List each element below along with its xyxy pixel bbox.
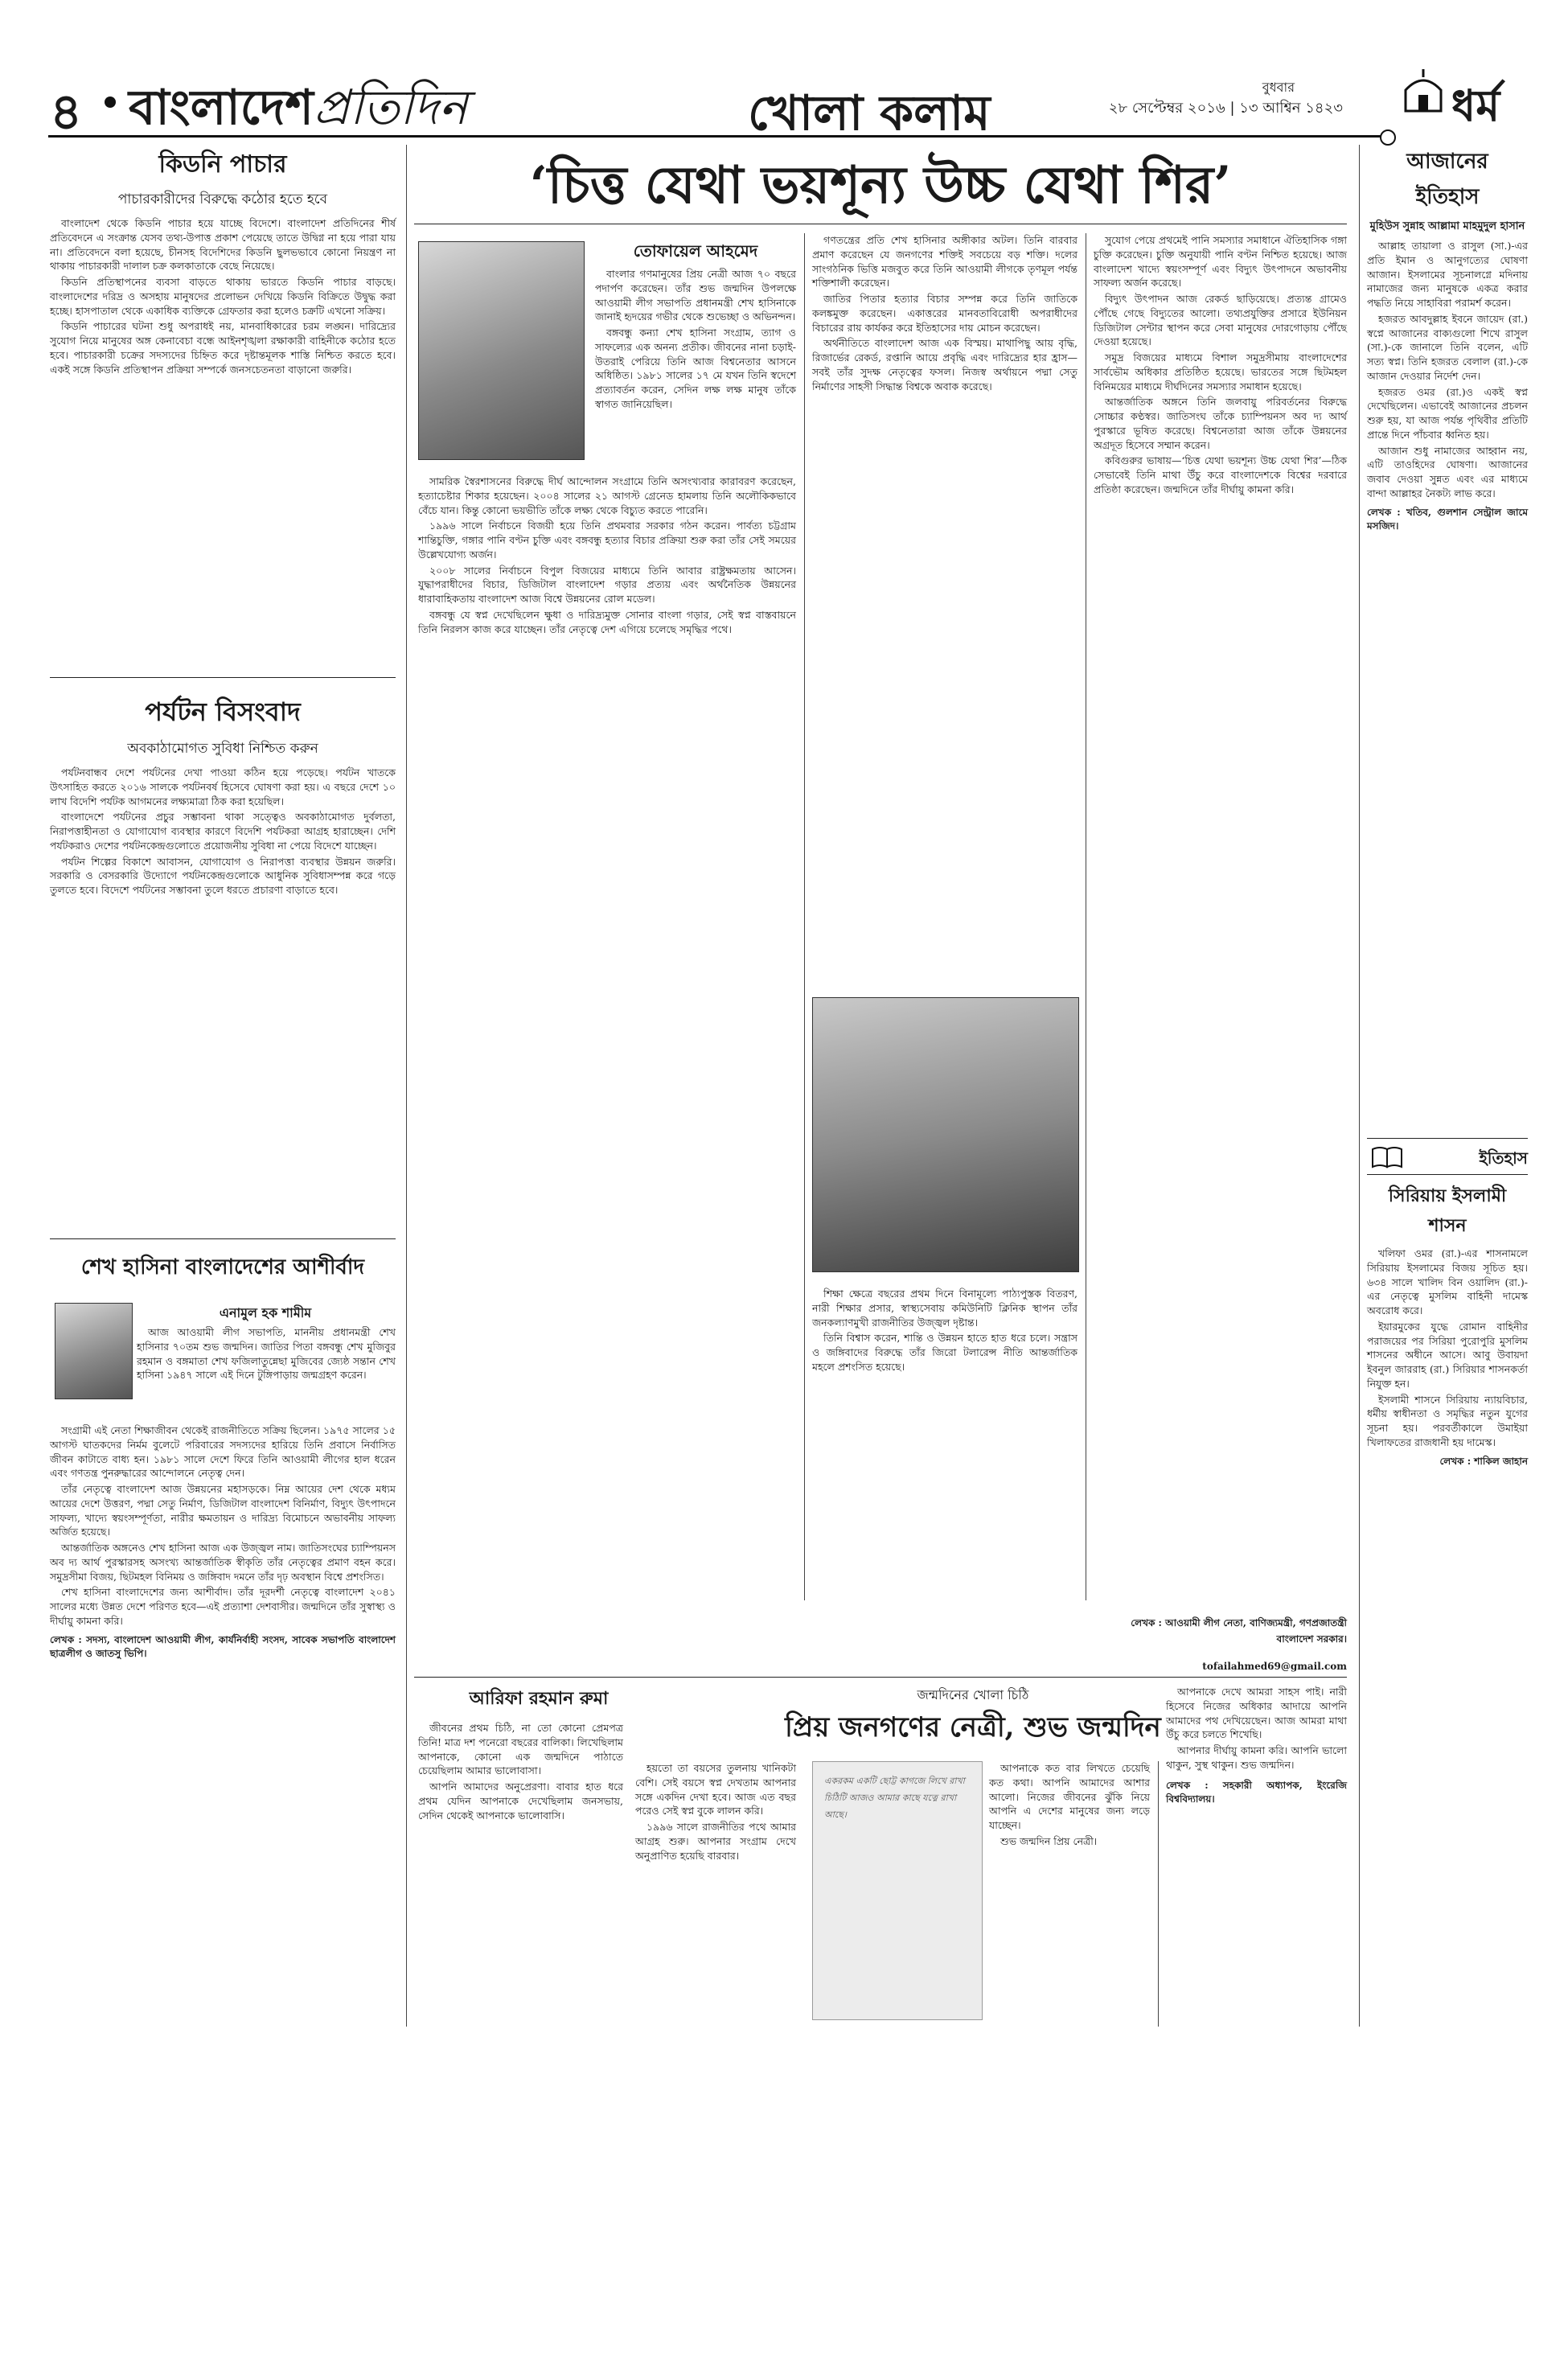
letter-title: প্রিয় জনগণের নেত্রী, শুভ জন্মদিন xyxy=(785,1711,1161,1744)
paragraph: আপনাকে কত বার লিখতে চেয়েছি কত কথা। আপনি আমাদের আশার আলো। নিজের জীবনের ঝুঁকি নিয়ে আপনি এ দেশের মানুষের জন্য লড়ে যাচ্ছেন। xyxy=(989,1762,1150,1831)
kidney-subtitle: পাচারকারীদের বিরুদ্ধে কঠোর হতে হবে xyxy=(117,191,328,207)
paragraph: তিনি বিশ্বাস করেন, শান্তি ও উন্নয়ন হাতে হাত ধরে চলে। সন্ত্রাস ও জঙ্গিবাদের বিরুদ্ধে তাঁর জিরো টলারেন্স নীতি আন্তর্জাতিক মহলে প্রশংসিত হয়েছে। xyxy=(812,1332,1077,1373)
kidney-divider xyxy=(50,677,396,678)
paragraph: বাংলাদেশে পর্যটনের প্রচুর সম্ভাবনা থাকা সত্ত্বেও অবকাঠামোগত দুর্বলতা, নিরাপত্তাহীনতা ও যোগাযোগ ব্যবস্থার কারণে বিদেশি পর্যটকরা আগ্রহ হারাচ্ছেন। দেশি পর্যটকরাও দেশের পর্যটনকেন্দ্রগুলোতে প্রয়োজনীয় সুবিধা না পেয়ে বিদেশে যাচ্ছেন। xyxy=(50,811,396,852)
masthead-rule xyxy=(48,135,1383,138)
letter-body-far xyxy=(1166,1685,1347,1808)
main-col1-top xyxy=(595,267,796,413)
page-number: ৪ xyxy=(50,82,83,141)
paragraph: সুযোগ পেয়ে প্রথমেই পানি সমস্যার সমাধানে ঐতিহাসিক গঙ্গা চুক্তি করেছেন। চুক্তি অনুযায়ী পানি বণ্টন নিশ্চিত হয়েছে। আজ বাংলাদেশ খাদ্যে স্বয়ংসম্পূর্ণ এবং বিদ্যুৎ উৎপাদনে অভাবনীয় সাফল্য অর্জন করেছে। xyxy=(1094,234,1347,290)
history-top-rule xyxy=(1367,1138,1528,1139)
letter-body-right xyxy=(989,1761,1150,1850)
today-title-line1: আজানের xyxy=(1406,150,1488,174)
paper-name-bold: বাংলাদেশ xyxy=(129,80,314,136)
paragraph: ১৯৯৬ সালে নির্বাচনে বিজয়ী হয়ে তিনি প্রথমবার সরকার গঠন করেন। পার্বত্য চট্টগ্রাম শান্তিচুক্তি, গঙ্গার পানি বণ্টন চুক্তি এবং বঙ্গবন্ধু হত্যার বিচার প্রক্রিয়া শুরু করা তাঁর সেই সময়ের উল্লেখযোগ্য অর্জন। xyxy=(418,520,796,561)
tourism-subtitle: অবকাঠামোগত সুবিধা নিশ্চিত করুন xyxy=(127,741,318,757)
book-icon xyxy=(1371,1146,1403,1169)
handwritten-letter-image xyxy=(812,1761,983,2020)
masthead-rule-dot xyxy=(1380,129,1396,146)
paragraph: আপনাকে দেখে আমরা সাহস পাই। নারী হিসেবে নিজের অধিকার আদায়ে আপনি আমাদের পথ দেখিয়েছেন। আজ আমরা মাথা উঁচু করে চলতে শিখেছি। xyxy=(1166,1686,1347,1741)
day-label: বুধবার xyxy=(1262,80,1295,95)
tourism-divider xyxy=(50,1238,396,1239)
paper-logo xyxy=(129,71,467,151)
paragraph: খলিফা ওমর (রা.)-এর শাসনামলে সিরিয়ায় ইসলামের বিজয় সূচিত হয়। ৬৩৪ সালে খালিদ বিন ওয়ালিদ (রা.)-এর নেতৃত্বে মুসলিম বাহিনী দামেস্ক অবরোধ করে। xyxy=(1367,1247,1528,1316)
paragraph: আল্লাহ তায়ালা ও রাসুল (সা.)-এর প্রতি ইমান ও আনুগত্যের ঘোষণা আজান। ইসলামের সূচনালগ্নে মদিনায় নামাজের জন্য মানুষকে একত্র করার পদ্ধতি নিয়ে সাহাবিরা পরামর্শ করেন। xyxy=(1367,240,1528,309)
paragraph: আন্তর্জাতিক অঙ্গনে তিনি জলবায়ু পরিবর্তনের বিরুদ্ধে সোচ্চার কণ্ঠস্বর। জাতিসংঘ তাঁকে চ্যাম্পিয়নস অব দ্য আর্থ পুরস্কারে ভূষিত করেছে। বিশ্বনেতারা আজ তাঁকে উন্নয়নের অগ্রদূত হিসেবে সম্মান করেন। xyxy=(1094,396,1347,451)
hasina-blessing-body xyxy=(137,1325,396,1384)
letter-image-caption: একরকম একটি ছোট্ট কাগজে লিখে রাখা চিঠিটি আজও আমার কাছে যত্নে রাখা আছে। xyxy=(824,1776,965,1820)
paragraph: আন্তর্জাতিক অঙ্গনেও শেখ হাসিনা আজ এক উজ্জ্বল নাম। জাতিসংঘের চ্যাম্পিয়নস অব দ্য আর্থ পুরস্কারসহ অসংখ্য আন্তর্জাতিক স্বীকৃতি তাঁর নেতৃত্বের প্রমাণ বহন করে। সমুদ্রসীমা বিজয়, ছিটমহল বিনিময় ও জঙ্গিবাদ দমনে তাঁর দৃঢ় অবস্থান বিশ্বে প্রশংসিত। xyxy=(50,1542,396,1583)
main-headline: ‘চিত্ত যেথা ভয়শূন্য উচ্চ যেথা শির’ xyxy=(529,155,1232,216)
mosque-icon xyxy=(1399,66,1447,114)
paragraph: হয়তো তা বয়সের তুলনায় খানিকটা বেশি। সেই বয়সে স্বপ্ন দেখতাম আপনার সঙ্গে একদিন দেখা হবে। আজ এত বছর পরেও সেই স্বপ্ন বুকে লালন করি। xyxy=(635,1762,796,1817)
main-author-note: লেখক : আওয়ামী লীগ নেতা, বাণিজ্যমন্ত্রী, গণপ্রজাতন্ত্রী বাংলাদেশ সরকার। xyxy=(1131,1617,1347,1645)
main-author-photo xyxy=(418,241,585,460)
paragraph: গণতন্ত্রের প্রতি শেখ হাসিনার অঙ্গীকার অটল। তিনি বারবার প্রমাণ করেছেন যে জনগণের শক্তিই সবচেয়ে বড় শক্তি। দলের সাংগঠনিক ভিত্তি মজবুত করে তিনি আওয়ামী লীগকে তৃণমূল পর্যন্ত শক্তিশালী করেছেন। xyxy=(812,234,1077,290)
main-col-divider-1 xyxy=(804,233,805,1600)
date-label: ২৮ সেপ্টেম্বর ২০১৬ | ১৩ আশ্বিন ১৪২৩ xyxy=(1108,100,1343,117)
paragraph: বাংলাদেশ থেকে কিডনি পাচার হয়ে যাচ্ছে বিদেশে। বাংলাদেশ প্রতিদিনের শীর্ষ প্রতিবেদনে এ সংক্রান্ত যেসব তথ্য-উপাত্ত প্রকাশ পেয়েছে তাতে উদ্বিগ্ন না হয়ে পারা যায় না। প্রতিবেদনে বলা হয়েছে, চীনসহ বিদেশিদের কিডনি ছুলভভাবে কোনো নিয়ন্ত্রণ না থাকায় পাচারকারী দালাল চক্র কলকাতাকে বেছে নিয়েছে। xyxy=(50,217,396,273)
paragraph: আজ আওয়ামী লীগ সভাপতি, মাননীয় প্রধানমন্ত্রী শেখ হাসিনার ৭০তম শুভ জন্মদিন। জাতির পিতা বঙ্গবন্ধু শেখ মুজিবুর রহমান ও বঙ্গমাতা শেখ ফজিলাতুন্নেছা মুজিবের জ্যেষ্ঠ সন্তান শেখ হাসিনা ১৯৪৭ সালে এই দিনে টুঙ্গিপাড়ায় জন্মগ্রহণ করেন। xyxy=(137,1326,396,1382)
section-name: খোলা কলাম xyxy=(748,85,991,142)
main-bottom-rule xyxy=(414,1677,1347,1678)
hasina-blessing-title: শেখ হাসিনা বাংলাদেশের আশীর্বাদ xyxy=(80,1255,365,1279)
history-section xyxy=(1367,1182,1528,1470)
kidney-body xyxy=(50,216,396,376)
history-body xyxy=(1367,1247,1528,1468)
paragraph: বাংলার গণমানুষের প্রিয় নেত্রী আজ ৭০ বছরে পদার্পণ করেছেন। তাঁর শুভ জন্মদিন উপলক্ষে আওয়ামী লীগ সভাপতি প্রধানমন্ত্রী শেখ হাসিনাকে জানাই হৃদয়ের গভীর থেকে শুভেচ্ছা ও অভিনন্দন। xyxy=(595,268,796,323)
main-col3 xyxy=(1094,233,1347,499)
paragraph: সংগ্রামী এই নেতা শিক্ষাজীবন থেকেই রাজনীতিতে সক্রিয় ছিলেন। ১৯৭৫ সালের ১৫ আগস্ট ঘাতকদের নির্মম বুলেটে পরিবারের সদস্যদের হারিয়ে তিনি প্রবাসে নির্বাসিত জীবন কাটাতে বাধ্য হন। ১৯৮১ সালে দেশে ফিরে তিনি আওয়ামী লীগের হাল ধরেন এবং গণতন্ত্র পুনরুদ্ধারের আন্দোলনে নেতৃত্ব দেন। xyxy=(50,1424,396,1480)
hasina-blessing-article xyxy=(50,1251,396,1286)
today-author: মুহিউস সুন্নাহ আল্লামা মাহমুদুল হাসান xyxy=(1369,220,1525,232)
today-title-line2: ইতিহাস xyxy=(1415,185,1480,209)
kidney-article xyxy=(50,145,396,378)
paragraph: শেখ হাসিনা বাংলাদেশের জন্য আশীর্বাদ। তাঁর দূরদর্শী নেতৃত্বে বাংলাদেশ ২০৪১ সালের মধ্যে উন্নত দেশে পরিণত হবে—এই প্রত্যাশা দেশবাসীর। জন্মদিনে তাঁর সুস্বাস্থ্য ও দীর্ঘায়ু কামনা করি। xyxy=(50,1586,396,1627)
paragraph: কবিগুরুর ভাষায়—‘চিত্ত যেথা ভয়শূন্য উচ্চ যেথা শির’—ঠিক সেভাবেই তিনি মাথা উঁচু করে বাংলাদেশকে বিশ্বের দরবারে প্রতিষ্ঠা করেছেন। জন্মদিনে তাঁর দীর্ঘায়ু কামনা করি। xyxy=(1094,454,1347,495)
author-note: লেখক : সদস্য, বাংলাদেশ আওয়ামী লীগ, কার্যনির্বাহী সংসদ, সাবেক সভাপতি বাংলাদেশ ছাত্রলীগ ও জাতসু ভিপি। xyxy=(50,1633,396,1659)
history-author-note: লেখক : শাকিল জাহান xyxy=(1439,1455,1528,1467)
paragraph: অর্থনীতিতে বাংলাদেশ আজ এক বিস্ময়। মাথাপিছু আয় বৃদ্ধি, রিজার্ভের রেকর্ড, রপ্তানি আয়ে প্রবৃদ্ধি এবং দারিদ্র্যের হার হ্রাস—সবই তাঁর সুদক্ষ নেতৃত্বের ফসল। নিজস্ব অর্থায়নে পদ্মা সেতু নির্মাণের সাহসী সিদ্ধান্ত বিশ্বকে অবাক করেছে। xyxy=(812,337,1077,392)
paragraph: আজান শুধু নামাজের আহ্বান নয়, এটি তাওহিদের ঘোষণা। আজানের জবাব দেওয়া সুন্নত এবং এর মাধ্যমে বান্দা আল্লাহর নৈকট্য লাভ করে। xyxy=(1367,444,1528,499)
history-kicker-rule xyxy=(1367,1174,1528,1175)
tourism-title: পর্যটন বিসংবাদ xyxy=(145,696,301,727)
letter-kicker: জন্মদিনের খোলা চিঠি xyxy=(917,1687,1029,1702)
paragraph: সামরিক স্বৈরশাসনের বিরুদ্ধে দীর্ঘ আন্দোলন সংগ্রামে তিনি অসংখ্যবার কারাবরণ করেছেন, হত্যাচেষ্টার শিকার হয়েছেন। ২০০৪ সালের ২১ আগস্ট গ্রেনেড হামলায় তিনি অলৌকিকভাবে বেঁচে যান। কিন্তু কোনো ভয়ভীতি তাঁকে লক্ষ্য থেকে বিচ্যুত করতে পারেনি। xyxy=(418,475,796,516)
main-col2-bottom xyxy=(812,1287,1077,1376)
paragraph: শুভ জন্মদিন প্রিয় নেত্রী। xyxy=(1000,1834,1098,1847)
masthead xyxy=(0,0,1568,142)
paragraph: বিদ্যুৎ উৎপাদন আজ রেকর্ড ছাড়িয়েছে। প্রত্যন্ত গ্রামেও পৌঁছে গেছে বিদ্যুতের আলো। তথ্যপ্রযুক্তির প্রসারে ইউনিয়ন ডিজিটাল সেন্টার স্থাপন করে সেবা মানুষের দোরগোড়ায় পৌঁছে দেওয়া হয়েছে। xyxy=(1094,293,1347,348)
today-author-note: লেখক : খতিব, গুলশান সেন্ট্রাল জামে মসজিদ। xyxy=(1367,506,1528,532)
main-email: tofailahmed69@gmail.com xyxy=(1202,1661,1347,1672)
paragraph: ২০০৮ সালের নির্বাচনে বিপুল বিজয়ের মাধ্যমে তিনি আবার রাষ্ট্রক্ষমতায় আসেন। যুদ্ধাপরাধীদের বিচার, ডিজিটাল বাংলাদেশ গড়ার প্রত্যয় এবং অর্থনৈতিক উন্নয়নের ধারাবাহিকতায় বাংলাদেশ আজ বিশ্বে উন্নয়নের রোল মডেল। xyxy=(418,564,796,605)
main-col2-top xyxy=(812,233,1077,395)
kidney-title: কিডনি পাচার xyxy=(158,150,287,179)
paragraph: জীবনের প্রথম চিঠি, না তো কোনো প্রেমপত্র তিনি! মাত্র দশ পনেরো বছরের বালিকা। লিখেছিলাম আপনাকে, কোনো এক জন্মদিনে পাঠাতে চেয়েছিলাম আমার ভালোবাসা। xyxy=(418,1722,623,1777)
bullet-dot xyxy=(105,97,116,108)
letter-author: আরিফা রহমান রুমা xyxy=(469,1688,609,1709)
paragraph: হজরত ওমর (রা.)ও একই স্বপ্ন দেখেছিলেন। এভাবেই আজানের প্রচলন শুরু হয়, যা আজ পর্যন্ত পৃথিবীর প্রতিটি প্রান্তে দিনে পাঁচবার ধ্বনিত হয়। xyxy=(1367,385,1528,441)
paragraph: জাতির পিতার হত্যার বিচার সম্পন্ন করে তিনি জাতিকে কলঙ্কমুক্ত করেছেন। একাত্তরের মানবতাবিরোধী অপরাধীদের বিচারের রায় কার্যকর করে ইতিহাসের দায় মোচন করেছেন। xyxy=(812,293,1077,334)
hasina-blessing-body-cont xyxy=(50,1423,396,1662)
main-author: তোফায়েল আহমেদ xyxy=(633,241,758,261)
paragraph: ইয়ারমুকের যুদ্ধে রোমান বাহিনীর পরাজয়ের পর সিরিয়া পুরোপুরি মুসলিম শাসনের অধীনে আসে। আবু উবায়দা ইবনুল জাররাহ (রা.) সিরিয়ার শাসনকর্তা নিযুক্ত হন। xyxy=(1367,1320,1528,1390)
right-col-divider xyxy=(1359,145,1360,2027)
tourism-article xyxy=(50,692,396,899)
main-col1 xyxy=(418,474,796,638)
letter-body-middle xyxy=(635,1761,796,1864)
paper-name-light: প্রতিদিন xyxy=(313,80,468,136)
paragraph: কিডনি প্রতিস্থাপনের ব্যবসা বাড়তে থাকায় ভারতে কিডনি পাচার বাড়ছে। বাংলাদেশের দরিদ্র ও অসহায় মানুষদের প্রলোভন দেখিয়ে কিডনি বিক্রিতে উদ্বুদ্ধ করা হচ্ছে। হাসপাতাল থেকে একাধিক ব্যক্তিকে গ্রেফতার করা হলেও চক্রটি এখনো সক্রিয়। xyxy=(50,276,396,317)
paragraph: আপনার দীর্ঘায়ু কামনা করি। আপনি ভালো থাকুন, সুস্থ থাকুন। শুভ জন্মদিন। xyxy=(1166,1744,1347,1771)
author-photo xyxy=(55,1303,133,1399)
right-section-name: ধর্ম xyxy=(1451,80,1500,131)
paragraph: সমুদ্র বিজয়ের মাধ্যমে বিশাল সমুদ্রসীমায় বাংলাদেশের সার্বভৌম অধিকার প্রতিষ্ঠিত হয়েছে। ভারতের সঙ্গে ছিটমহল বিনিময়ের মাধ্যমে দীর্ঘদিনের সমস্যার সমাধান হয়েছে। xyxy=(1094,351,1347,392)
history-title: সিরিয়ায় ইসলামী শাসন xyxy=(1388,1185,1507,1236)
hasina-blessing-author: এনামুল হক শামীম xyxy=(219,1305,312,1320)
today-body xyxy=(1367,239,1528,533)
paragraph: পর্যটন শিল্পের বিকাশে আবাসন, যোগাযোগ ও নিরাপত্তা ব্যবস্থার উন্নয়ন জরুরি। সরকারি ও বেসরকারি উদ্যোগে পর্যটনকেন্দ্রগুলোকে আধুনিক সুবিধাসম্পন্ন করে গড়ে তুলতে হবে। বিদেশে পর্যটনের সম্ভাবনা তুলে ধরতে প্রচারণা বাড়াতে হবে। xyxy=(50,855,396,896)
today-section xyxy=(1367,145,1528,535)
paragraph: কিডনি পাচারের ঘটনা শুধু অপরাধই নয়, মানবাধিকারের চরম লঙ্ঘন। দারিদ্র্যের সুযোগ নিয়ে মানুষের অঙ্গ কেনাবেচা বন্ধে আইনশৃঙ্খলা রক্ষাকারী বাহিনীকে কঠোর হতে হবে। পাচারকারী চক্রের সদস্যদের চিহ্নিত করে দৃষ্টান্তমূলক শাস্তি নিশ্চিত করতে হবে। একই সঙ্গে কিডনি প্রতিস্থাপন প্রক্রিয়া সম্পর্কে জনসচেতনতা বাড়ানো জরুরি। xyxy=(50,320,396,376)
paragraph: বঙ্গবন্ধু কন্যা শেখ হাসিনা সংগ্রাম, ত্যাগ ও সাফল্যের এক অনন্য প্রতীক। জীবনের নানা চড়াই-উতরাই পেরিয়ে তিনি আজ বিশ্বনেতার আসনে অধিষ্ঠিত। ১৯৮১ সালের ১৭ মে যখন তিনি স্বদেশে প্রত্যাবর্তন করেন, সেদিন লক্ষ লক্ষ মানুষ তাঁকে স্বাগত জানিয়েছিল। xyxy=(595,327,796,410)
paragraph: হজরত আবদুল্লাহ ইবনে জায়েদ (রা.) স্বপ্নে আজানের বাক্যগুলো শিখে রাসুল (সা.)-কে জানালে তিনি বলেন, এটি সত্য স্বপ্ন। তিনি হজরত বেলাল (রা.)-কে আজান দেওয়ার নির্দেশ দেন। xyxy=(1367,312,1528,382)
paragraph: ১৯৯৬ সালে রাজনীতির পথে আমার আগ্রহ শুরু। আপনার সংগ্রাম দেখে অনুপ্রাণিত হয়েছি বারবার। xyxy=(635,1821,796,1862)
left-col-divider xyxy=(406,145,407,2027)
letter-author-note: লেখক : সহকারী অধ্যাপক, ইংরেজি বিশ্ববিদ্যালয়। xyxy=(1166,1779,1347,1805)
tourism-body xyxy=(50,766,396,897)
paragraph: পর্যটনবান্ধব দেশে পর্যটনের দেখা পাওয়া কঠিন হয়ে পড়েছে। পর্যটন খাতকে উৎসাহিত করতে ২০১৬ সালকে পর্যটনবর্ষ হিসেবে ঘোষণা করা হয়। এ বছরে দেশে ১০ লাখ বিদেশি পর্যটক আগমনের লক্ষ্যমাত্রা ঠিক করা হয়েছিল। xyxy=(50,766,396,807)
paragraph: তাঁর নেতৃত্বে বাংলাদেশ আজ উন্নয়নের মহাসড়কে। নিম্ন আয়ের দেশ থেকে মধ্যম আয়ের দেশে উত্তরণ, পদ্মা সেতু নির্মাণ, ডিজিটাল বাংলাদেশ বিনির্মাণ, বিদ্যুৎ উৎপাদনে সাফল্য, খাদ্যে স্বয়ংসম্পূর্ণতা, নারীর ক্ষমতায়ন ও দারিদ্র্য বিমোচনে অভাবনীয় সাফল্য অর্জিত হয়েছে। xyxy=(50,1483,396,1538)
paragraph: আপনি আমাদের অনুপ্রেরণা। বাবার হাত ধরে প্রথম যেদিন আপনাকে দেখেছিলাম জনসভায়, সেদিন থেকেই আপনাকে ভালোবাসি। xyxy=(418,1780,623,1822)
paragraph: শিক্ষা ক্ষেত্রে বছরের প্রথম দিনে বিনামূল্যে পাঠ্যপুস্তক বিতরণ, নারী শিক্ষার প্রসার, স্বাস্থ্যসেবায় কমিউনিটি ক্লিনিক স্থাপন তাঁর জনকল্যাণমুখী রাজনীতির উজ্জ্বল দৃষ্টান্ত। xyxy=(812,1288,1077,1329)
letter-body-left xyxy=(418,1721,623,1824)
paragraph: বঙ্গবন্ধু যে স্বপ্ন দেখেছিলেন ক্ষুধা ও দারিদ্র্যমুক্ত সোনার বাংলা গড়ার, সেই স্বপ্ন বাস্তবায়নে তিনি নিরলস কাজ করে যাচ্ছেন। তাঁর নেতৃত্বে দেশ এগিয়ে চলেছে সমৃদ্ধির পথে। xyxy=(418,608,796,635)
history-kicker: ইতিহাস xyxy=(1479,1148,1528,1168)
letter-divider xyxy=(1158,1761,1159,2027)
main-photo xyxy=(812,997,1079,1272)
paragraph: ইসলামী শাসনে সিরিয়ায় ন্যায়বিচার, ধর্মীয় স্বাধীনতা ও সমৃদ্ধির নতুন যুগের সূচনা হয়। পরবর্তীকালে উমাইয়া খিলাফতের রাজধানী হয় দামেস্ক। xyxy=(1367,1393,1528,1448)
